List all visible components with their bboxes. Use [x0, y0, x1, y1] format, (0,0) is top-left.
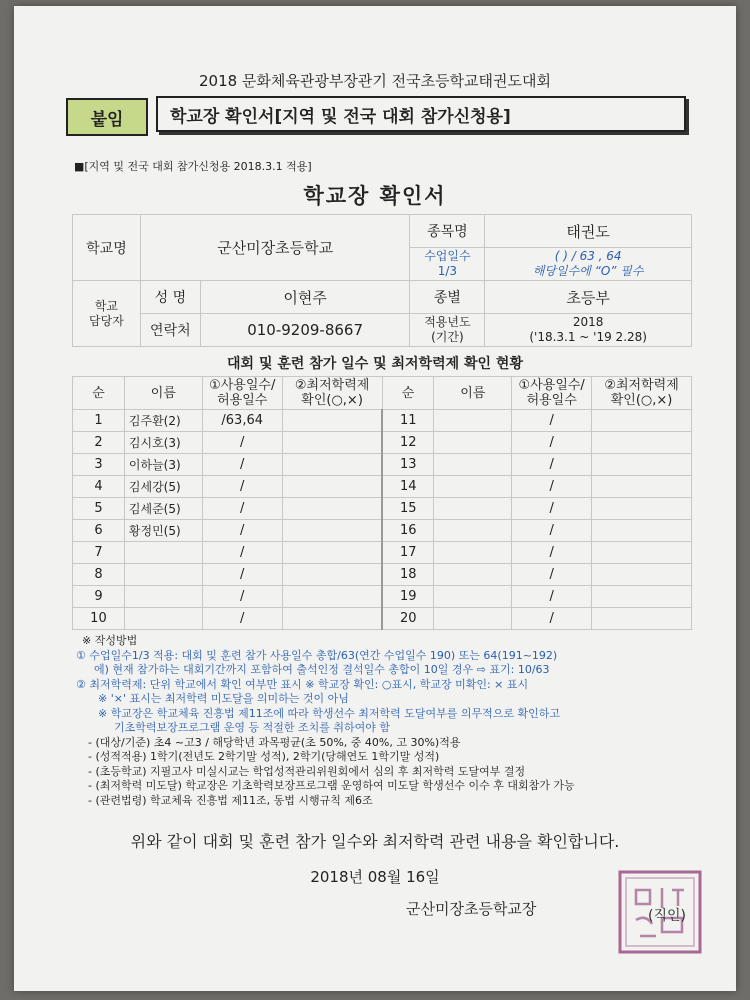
- attachment-banner: [66, 94, 691, 138]
- table-row: [73, 564, 692, 586]
- table-row: [73, 476, 692, 498]
- cell-name: [434, 476, 512, 498]
- cell-name: [434, 410, 512, 432]
- cell-no: 20: [382, 608, 434, 630]
- cell-no: 5: [73, 498, 125, 520]
- cell-name: [124, 564, 202, 586]
- cell-no: 6: [73, 520, 125, 542]
- header-no-right: 순: [382, 377, 434, 410]
- cell-no: 14: [382, 476, 434, 498]
- manager-name: 이현주: [200, 281, 410, 314]
- cell-days: /: [202, 542, 282, 564]
- cell-name: 이하늘(3): [124, 454, 202, 476]
- class-days-label-text: 수업일수: [424, 249, 471, 263]
- cell-days: /: [512, 564, 592, 586]
- cell-no: 10: [73, 608, 125, 630]
- sport-value: 태권도: [485, 215, 692, 248]
- table-row: [73, 542, 692, 564]
- class-days-value: ( ) / 63 , 64: [554, 249, 622, 263]
- event-title: 2018 문화체육관광부장관기 전국초등학교태권도대회: [198, 72, 551, 90]
- cell-name: [434, 586, 512, 608]
- cell-days: /: [202, 454, 282, 476]
- cell-days: /: [512, 410, 592, 432]
- cell-name: [434, 498, 512, 520]
- cell-name: 황정민(5): [124, 520, 202, 542]
- table-row: [73, 608, 692, 630]
- section-title: 대회 및 훈련 참가 일수 및 최저학력제 확인 현황: [227, 356, 523, 372]
- instruction-line: ※ 학교장은 학교체육 진흥법 제11조에 따라 학생선수 최저학력 도달여부를 의무적으로 확인하고: [98, 706, 560, 720]
- applicability-note: ■[지역 및 전국 대회 참가신청용 2018.3.1 적용]: [74, 160, 312, 173]
- cell-days: /: [512, 586, 592, 608]
- header-name-right: 이름: [434, 377, 512, 410]
- cell-acad: [592, 520, 692, 542]
- instructions: [76, 634, 716, 808]
- header-acad-line1: ②최저학력제: [604, 378, 679, 393]
- period-year: 2018: [572, 315, 604, 329]
- cell-days: /: [512, 520, 592, 542]
- cell-days: /: [202, 432, 282, 454]
- cell-acad: [282, 432, 382, 454]
- header-days-line1: ①사용일수/: [209, 378, 276, 393]
- cell-acad: [592, 432, 692, 454]
- cell-acad: [592, 476, 692, 498]
- cell-no: 9: [73, 586, 125, 608]
- cell-days: /: [512, 498, 592, 520]
- instruction-line: 에) 현재 참가하는 대회기간까지 포함하여 출석인정 결석일수 총합이 10일 경우 ⇨ 표기: 10/63: [94, 663, 550, 676]
- instruction-line: ② 최저학력제: 단위 학교에서 확인 여부만 표시 ※ 학교장 확인: ○표시, 학교장 미확인: × 표시: [76, 677, 529, 691]
- school-label: 학교명: [73, 215, 141, 281]
- cell-no: 16: [382, 520, 434, 542]
- header-acad-line2: 확인(○,×): [610, 393, 673, 408]
- cell-days: /: [512, 454, 592, 476]
- cell-no: 19: [382, 586, 434, 608]
- instruction-line: ※ 작성방법: [82, 634, 138, 647]
- cell-name: [124, 542, 202, 564]
- roster-table: [72, 376, 692, 630]
- attachment-badge: 붙임: [66, 98, 148, 136]
- header-name-left: 이름: [124, 377, 202, 410]
- header-days-line2: 허용일수: [217, 393, 268, 408]
- instruction-line: ※ '×' 표시는 최저학력 미도달을 의미하는 것이 아님: [98, 692, 349, 705]
- cell-days: /: [202, 476, 282, 498]
- cell-days: /63,64: [202, 410, 282, 432]
- cell-no: 17: [382, 542, 434, 564]
- cell-name: [124, 586, 202, 608]
- cell-days: /: [202, 608, 282, 630]
- cell-acad: [592, 498, 692, 520]
- cell-acad: [282, 564, 382, 586]
- class-days-label: [410, 248, 485, 281]
- official-seal: [614, 866, 706, 958]
- cell-acad: [282, 454, 382, 476]
- cell-name: [434, 432, 512, 454]
- cell-name: 김세강(5): [124, 476, 202, 498]
- name-label: 성 명: [140, 281, 200, 314]
- roster-body: [73, 410, 692, 630]
- category-label: 종별: [410, 281, 485, 314]
- manager-label: [73, 281, 141, 347]
- cell-no: 7: [73, 542, 125, 564]
- cell-acad: [592, 564, 692, 586]
- instruction-line: - (최저학력 미도달) 학교장은 기초학력보장프로그램 운영하여 미도달 학생선수 이수 후 대회참가 가능: [88, 779, 575, 792]
- header-acad-right: [592, 377, 692, 410]
- class-days-note: 해당일수에 “O” 필수: [532, 264, 644, 278]
- instruction-line: - (관련법령) 학교체육 진흥법 제11조, 동법 시행규칙 제6조: [88, 793, 373, 807]
- cell-acad: [282, 476, 382, 498]
- contact-label: 연락처: [140, 314, 200, 347]
- cell-acad: [592, 608, 692, 630]
- period-cell: [485, 314, 692, 347]
- cell-name: 김세준(5): [124, 498, 202, 520]
- period-label: [410, 314, 485, 347]
- cell-acad: [592, 542, 692, 564]
- cell-no: 18: [382, 564, 434, 586]
- class-days-cell: [485, 248, 692, 281]
- header-days-line1: ①사용일수/: [518, 378, 585, 393]
- document-page: [14, 6, 736, 991]
- cell-name: [434, 520, 512, 542]
- cell-acad: [282, 410, 382, 432]
- cell-acad: [592, 586, 692, 608]
- cell-acad: [592, 410, 692, 432]
- instruction-line: - (성적적용) 1학기(전년도 2학기말 성적), 2학기(당해연도 1학기말 성적): [88, 750, 440, 763]
- period-range: ('18.3.1 ~ '19 2.28): [529, 330, 647, 344]
- cell-days: /: [512, 608, 592, 630]
- instruction-line: - (대상/기준) 초4 ~고3 / 해당학년 과목평균(초 50%, 중 40%, 고 30%)적용: [88, 735, 461, 749]
- cell-acad: [282, 520, 382, 542]
- table-row: [73, 586, 692, 608]
- cell-days: /: [202, 520, 282, 542]
- cell-days: /: [512, 476, 592, 498]
- banner-title: 학교장 확인서[지역 및 전국 대회 참가신청용]: [156, 96, 686, 132]
- cell-acad: [592, 454, 692, 476]
- cell-no: 3: [73, 454, 125, 476]
- cell-name: [434, 454, 512, 476]
- instruction-line: - (초등학교) 지필고사 미실시교는 학업성적관리위원회에서 심의 후 최저학력 도달여부 결정: [88, 764, 526, 778]
- cell-days: /: [202, 564, 282, 586]
- header-acad-line1: ②최저학력제: [294, 378, 370, 393]
- cell-days: /: [512, 542, 592, 564]
- table-row: [73, 498, 692, 520]
- instruction-line: ① 수업일수1/3 적용: 대회 및 훈련 참가 사용일수 총합/63(연간 수업일수 190) 또는 64(191~192): [76, 648, 558, 662]
- issue-date: 2018년 08월 16일: [310, 868, 440, 886]
- header-days-right: [512, 377, 592, 410]
- table-row: [73, 410, 692, 432]
- cell-no: 1: [73, 410, 125, 432]
- manager-label-line1: 학교: [94, 298, 119, 313]
- sport-label: 종목명: [410, 215, 485, 248]
- cell-name: [434, 564, 512, 586]
- table-row: [73, 520, 692, 542]
- manager-label-line2: 담당자: [89, 313, 124, 328]
- cell-days: /: [512, 432, 592, 454]
- cell-days: /: [202, 586, 282, 608]
- cell-acad: [282, 608, 382, 630]
- cell-no: 2: [73, 432, 125, 454]
- header-acad-left: [282, 377, 382, 410]
- cell-no: 4: [73, 476, 125, 498]
- cell-days: /: [202, 498, 282, 520]
- header-days-line2: 허용일수: [526, 393, 577, 408]
- cell-acad: [282, 586, 382, 608]
- cell-name: 김시호(3): [124, 432, 202, 454]
- period-label-line2: (기간): [431, 330, 464, 344]
- header-days-left: [202, 377, 282, 410]
- cell-no: 11: [382, 410, 434, 432]
- school-info-table: [72, 214, 692, 347]
- contact-value: 010-9209-8667: [200, 314, 410, 347]
- document-title: 학교장 확인서: [303, 184, 447, 208]
- cell-no: 8: [73, 564, 125, 586]
- cell-acad: [282, 542, 382, 564]
- header-no-left: 순: [73, 377, 125, 410]
- cell-name: [434, 542, 512, 564]
- table-row: [73, 454, 692, 476]
- cell-no: 12: [382, 432, 434, 454]
- header-acad-line2: 확인(○,×): [301, 393, 363, 408]
- cell-name: 김주환(2): [124, 410, 202, 432]
- cell-acad: [282, 498, 382, 520]
- instruction-line: 기초학력보장프로그램 운영 등 적절한 조치를 취하여야 함: [114, 721, 391, 734]
- principal-signature: 군산미장초등학교장: [406, 900, 537, 918]
- period-label-line1: 적용년도: [424, 315, 471, 329]
- cell-no: 15: [382, 498, 434, 520]
- category-value: 초등부: [485, 281, 692, 314]
- confirmation-statement: 위와 같이 대회 및 훈련 참가 일수와 최저학력 관련 내용을 확인합니다.: [130, 832, 620, 851]
- table-row: [73, 432, 692, 454]
- school-name: 군산미장초등학교: [140, 215, 410, 281]
- seal-caption: (직인): [648, 908, 686, 924]
- cell-name: [124, 608, 202, 630]
- cell-name: [434, 608, 512, 630]
- cell-no: 13: [382, 454, 434, 476]
- class-days-fraction: 1/3: [437, 264, 458, 278]
